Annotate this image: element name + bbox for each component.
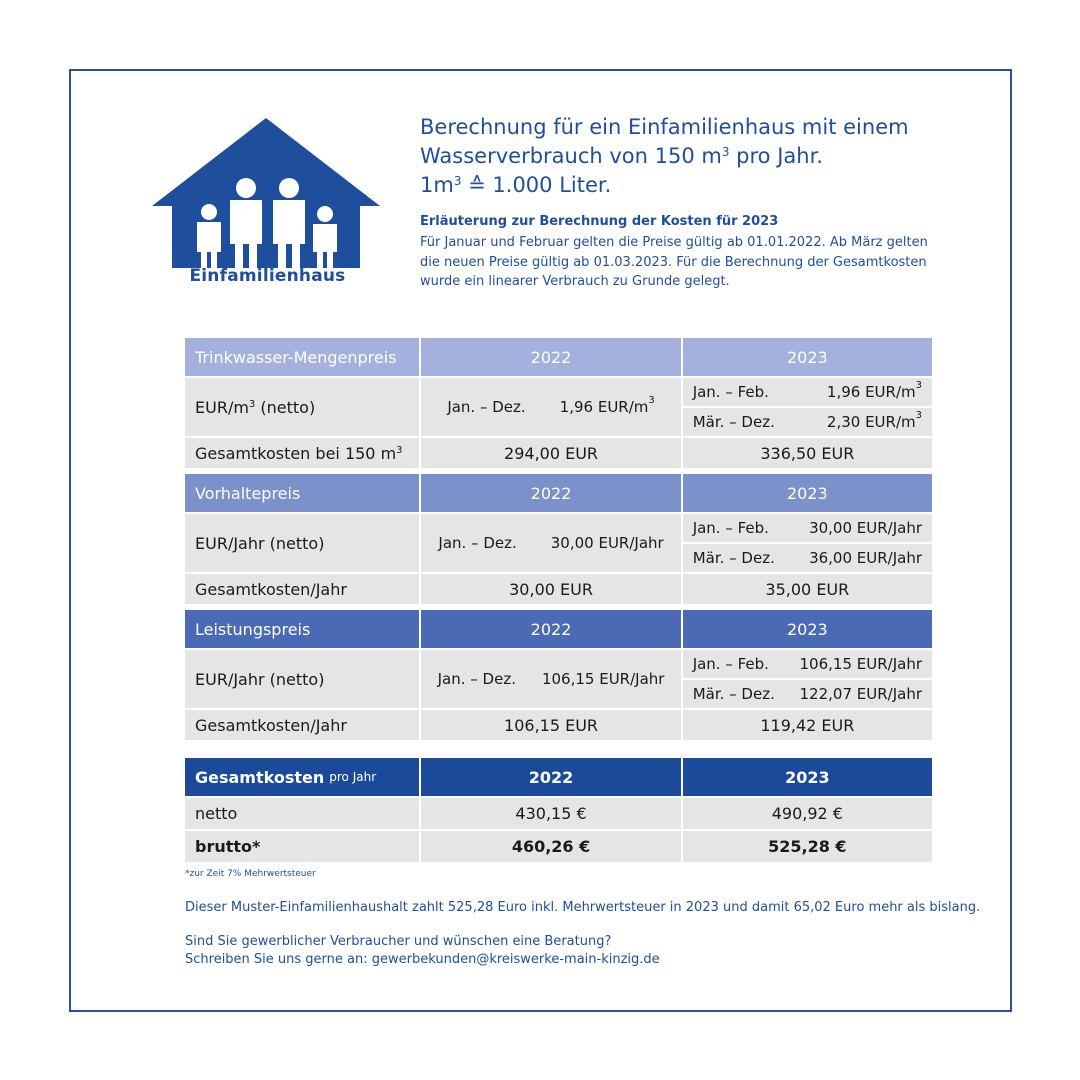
header-year-2022: 2022 xyxy=(421,474,680,512)
summary-note: Dieser Muster-Einfamilienhaushalt zahlt 525,28 Euro inkl. Mehrwertsteuer in 2023 und damit 65,02 Euro mehr als bislang. xyxy=(185,900,981,915)
table-row-price xyxy=(185,650,932,708)
header-year-2023: 2023 xyxy=(683,474,932,512)
header-year-2022: 2022 xyxy=(421,610,680,648)
total-2022: 30,00 EUR xyxy=(421,574,680,604)
table-header-row xyxy=(185,610,932,648)
explanation-text: Für Januar und Februar gelten die Preise gültig ab 01.01.2022. Ab März gelten die neuen Preise gültig ab 01.03.2023. Für die Berechnung der Gesamtkosten wurde ein linearer Verbrauch zu Grunde gelegt. xyxy=(420,235,928,289)
header-label: Trinkwasser-Mengenpreis xyxy=(185,338,419,376)
header-year-2023: 2023 xyxy=(683,610,932,648)
header-year-2022: 2022 xyxy=(421,338,680,376)
table-row-netto xyxy=(185,798,932,829)
row-label: EUR/Jahr (netto) xyxy=(185,514,419,572)
table-leistungspreis xyxy=(185,610,932,740)
total-2022: 106,15 EUR xyxy=(421,710,680,740)
total-label: Gesamtkosten/Jahr xyxy=(185,574,419,604)
brutto-2023: 525,28 € xyxy=(683,831,932,862)
price-2022: Jan. – Dez. 106,15 EUR/Jahr xyxy=(421,650,680,708)
table-row-price xyxy=(185,514,932,572)
table-vorhaltepreis xyxy=(185,474,932,604)
total-2023: 35,00 EUR xyxy=(683,574,932,604)
contact-note xyxy=(185,933,660,969)
table-row-brutto xyxy=(185,831,932,862)
price-2023 xyxy=(683,378,932,436)
house-label: Einfamilienhaus xyxy=(189,266,346,286)
total-2022: 294,00 EUR xyxy=(421,438,680,468)
header-label: Vorhaltepreis xyxy=(185,474,419,512)
netto-2023: 490,92 € xyxy=(683,798,932,829)
table-trinkwasser xyxy=(185,338,932,468)
total-label: Gesamtkosten bei 150 m $^3$ xyxy=(185,438,419,468)
header-year-2023: 2023 xyxy=(683,338,932,376)
table-row-total xyxy=(185,438,932,468)
price-2022: Jan. – Dez. 30,00 EUR/Jahr xyxy=(421,514,680,572)
total-2023: 336,50 EUR xyxy=(683,438,932,468)
contact-question: Sind Sie gewerblicher Verbraucher und wünschen eine Beratung? xyxy=(185,934,612,949)
contact-email-line: Schreiben Sie uns gerne an: gewerbekunden@kreiswerke-main-kinzig.de xyxy=(185,952,660,967)
table-header-row xyxy=(185,758,932,796)
brutto-2022: 460,26 € xyxy=(421,831,680,862)
price-period-row: Jan. – Feb. 1,96 EUR/$m^3$ xyxy=(683,378,932,406)
price-period-row: Mär. – Dez. 2,30 EUR/$m^3$ xyxy=(683,408,932,436)
title-line-1: Berechnung für ein Einfamilienhaus mit einem xyxy=(420,115,909,139)
footnote: *zur Zeit 7% Mehrwertsteuer xyxy=(185,869,316,879)
title-line-3: $1m^3$ ≙ 1.000 Liter. xyxy=(420,173,612,197)
title-line-2: Wasserverbrauch von 150 $m^3$ pro Jahr. xyxy=(420,144,823,168)
brutto-label: brutto* xyxy=(185,831,419,862)
table-gesamtkosten xyxy=(185,758,932,862)
price-2023 xyxy=(683,650,932,708)
netto-label: netto xyxy=(185,798,419,829)
total-label: Gesamtkosten/Jahr xyxy=(185,710,419,740)
price-2023 xyxy=(683,514,932,572)
price-period-row: Mär. – Dez. 122,07 EUR/Jahr xyxy=(683,680,932,708)
row-label: EUR/Jahr (netto) xyxy=(185,650,419,708)
header-label: Gesamtkosten pro Jahr xyxy=(185,758,419,796)
price-2022: Jan. – Dez. 1,96 EUR/$m^3$ xyxy=(421,378,680,436)
price-period-row: Jan. – Feb. 106,15 EUR/Jahr xyxy=(683,650,932,678)
netto-2022: 430,15 € xyxy=(421,798,680,829)
explanation-title: Erläuterung zur Berechnung der Kosten für 2023 xyxy=(420,214,779,229)
header-year-2022: 2022 xyxy=(421,758,680,796)
price-period-row: Jan. – Feb. 30,00 EUR/Jahr xyxy=(683,514,932,542)
table-header-row xyxy=(185,474,932,512)
header-label: Leistungspreis xyxy=(185,610,419,648)
table-header-row xyxy=(185,338,932,376)
table-row-price xyxy=(185,378,932,436)
total-2023: 119,42 EUR xyxy=(683,710,932,740)
price-period-row: Mär. – Dez. 36,00 EUR/Jahr xyxy=(683,544,932,572)
table-row-total xyxy=(185,574,932,604)
header-year-2023: 2023 xyxy=(683,758,932,796)
table-row-total xyxy=(185,710,932,740)
row-label: EUR/m $^3$ (netto) xyxy=(185,378,419,436)
page-title xyxy=(420,113,980,200)
